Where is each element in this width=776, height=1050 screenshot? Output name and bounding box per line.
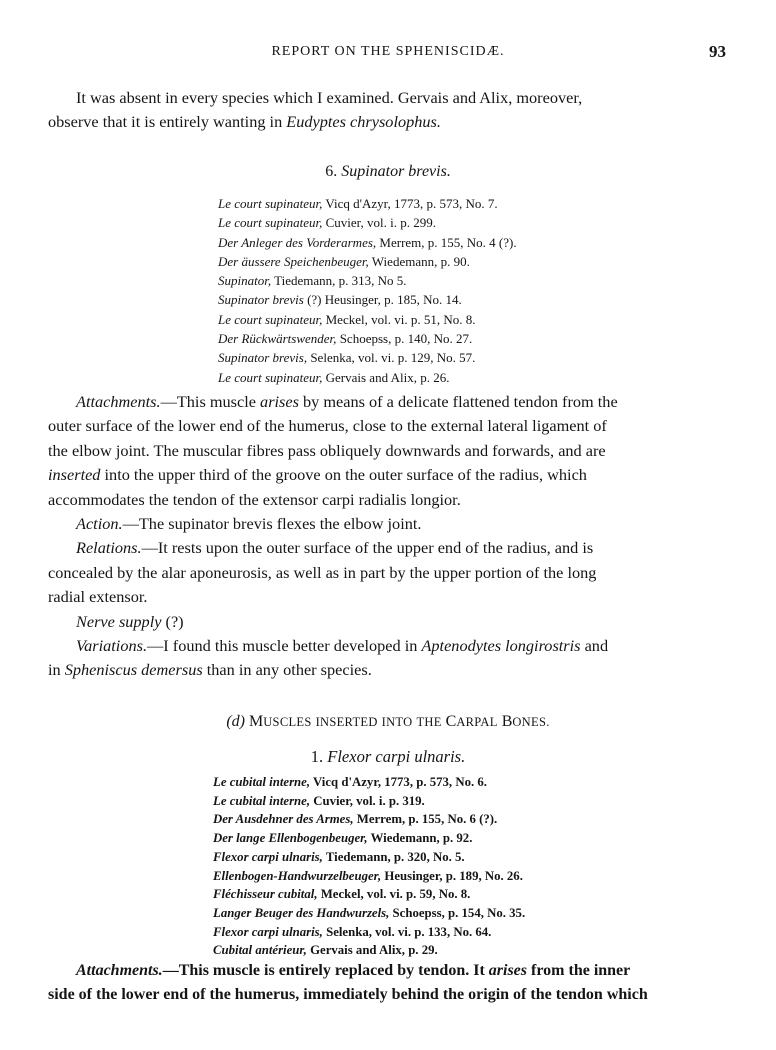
- synonym-reference: Schoepss, p. 154, No. 35.: [389, 905, 526, 920]
- attachments-line: [48, 390, 728, 414]
- section-letter: (d): [226, 713, 245, 730]
- synonym-name: Der Ausdehner des Armes,: [213, 812, 354, 827]
- text-line: the elbow joint. The muscular fibres pass obliquely downwards and forwards, and are: [48, 440, 606, 460]
- attachments-line: [48, 959, 728, 983]
- section-title-word: INSERTED: [315, 715, 378, 729]
- synonym-reference: Selenka, vol. vi. p. 133, No. 64.: [322, 924, 492, 939]
- synonym-reference: (?) Heusinger, p. 185, No. 14.: [303, 292, 462, 308]
- text-run: —The supinator brevis flexes the elbow joint.: [122, 514, 422, 534]
- species-name: Aptenodytes longirostris: [421, 636, 581, 656]
- intro-paragraph: [48, 86, 728, 135]
- relations-line: [48, 536, 728, 560]
- synonym-entry: [218, 194, 517, 213]
- running-head: [0, 40, 776, 64]
- paragraph-label: Nerve supply: [76, 611, 162, 631]
- synonym-reference: Vicq d'Azyr, 1773, p. 573, No. 6.: [310, 775, 487, 789]
- synonym-reference: Wiedemann, p. 90.: [368, 253, 470, 269]
- species-name: Spheniscus demersus: [64, 660, 203, 680]
- action-line: [48, 512, 728, 536]
- synonym-reference: Meckel, vol. vi. p. 59, No. 8.: [317, 887, 471, 902]
- synonym-entry: [213, 829, 525, 848]
- synonym-reference: Gervais and Alix, p. 26.: [322, 369, 450, 385]
- synonym-reference: Merrem, p. 155, No. 6 (?).: [353, 812, 498, 827]
- synonym-name: Supinator brevis: [218, 292, 304, 308]
- paragraph-label: Action.: [76, 514, 123, 534]
- synonymy-list-supinator-brevis: [218, 194, 517, 387]
- emphasis: arises: [488, 962, 528, 979]
- synonym-name: Der Anleger des Vorderarmes,: [218, 234, 377, 250]
- text-run: in: [48, 660, 65, 680]
- muscle-heading-flexor-carpi-ulnaris: [0, 747, 776, 767]
- synonym-reference: Wiedemann, p. 92.: [367, 831, 473, 846]
- synonym-name: Le court supinateur,: [218, 311, 323, 327]
- emphasis: arises: [260, 392, 299, 411]
- synonym-reference: Cuvier, vol. i. p. 299.: [322, 215, 436, 231]
- synonym-entry: [218, 271, 517, 290]
- synonym-reference: Schoepss, p. 140, No. 27.: [336, 331, 473, 347]
- text-line: outer surface of the lower end of the humerus, close to the external lateral ligament of: [48, 416, 607, 436]
- synonym-entry: [213, 904, 525, 923]
- section-title: [249, 713, 550, 730]
- text-line: [48, 110, 728, 134]
- text-run: (?): [161, 611, 184, 631]
- synonym-entry: [213, 773, 525, 792]
- muscle-heading-supinator-brevis: [0, 163, 776, 181]
- body-paragraphs-supinator-brevis: [48, 390, 728, 683]
- running-title: REPORT ON THE SPHENISCIDÆ.: [271, 44, 505, 59]
- text-run: —This muscle is entirely replaced by tendon. It: [162, 962, 489, 979]
- text-line: concealed by the alar aponeurosis, as well as in part by the upper portion of the long: [48, 562, 597, 582]
- nerve-supply-line: [48, 610, 728, 634]
- heading-name: Supinator brevis.: [341, 163, 451, 180]
- synonym-reference: Tiedemann, p. 313, No 5.: [271, 273, 407, 289]
- text-line: radial extensor.: [48, 587, 148, 607]
- section-title-word: CARPAL: [445, 713, 498, 730]
- synonym-entry: [218, 213, 517, 232]
- synonym-name: Supinator brevis,: [218, 350, 308, 366]
- synonym-name: Ellenbogen-Handwurzelbeuger,: [213, 868, 382, 883]
- synonym-name: Le cubital interne,: [213, 793, 311, 808]
- synonym-reference: Selenka, vol. vi. p. 129, No. 57.: [307, 350, 476, 366]
- text-run: than in any other species.: [202, 660, 372, 680]
- synonym-reference: Meckel, vol. vi. p. 51, No. 8.: [322, 311, 476, 327]
- synonym-name: Der Rückwärtswender,: [218, 331, 337, 347]
- text-run: observe that it is entirely wanting in: [48, 112, 287, 132]
- text-line: [48, 463, 728, 487]
- synonym-entry: [218, 233, 517, 252]
- synonym-entry: [218, 252, 517, 271]
- synonym-name: Le court supinateur,: [218, 369, 323, 385]
- synonym-entry: [218, 368, 517, 387]
- text-run: —It rests upon the outer surface of the upper end of the radius, and is: [141, 538, 594, 558]
- synonym-name: Langer Beuger des Handwurzels,: [213, 905, 390, 920]
- paragraph-label: Attachments.: [76, 392, 161, 411]
- synonym-reference: Cuvier, vol. i. p. 319.: [310, 793, 425, 808]
- synonym-entry: [213, 848, 525, 867]
- synonym-name: Le court supinateur,: [218, 196, 323, 211]
- synonym-reference: Heusinger, p. 189, No. 26.: [381, 868, 523, 883]
- text-run: by means of a delicate flattened tendon from the: [298, 392, 618, 411]
- page-number: 93: [709, 42, 726, 61]
- synonym-name: Le cubital interne,: [213, 775, 311, 789]
- paragraph-label: Relations.: [76, 538, 142, 558]
- synonym-entry: [218, 310, 517, 329]
- emphasis: inserted: [48, 465, 101, 485]
- text-run: —This muscle: [160, 392, 261, 411]
- variations-line: [48, 634, 728, 658]
- text-line: [48, 86, 728, 110]
- text-line: side of the lower end of the humerus, immediately behind the origin of the tendon which: [48, 986, 648, 1004]
- synonym-name: Cubital antérieur,: [213, 943, 307, 958]
- species-name: Eudyptes chrysolophus.: [286, 112, 441, 132]
- synonym-name: Flexor carpi ulnaris,: [213, 924, 323, 939]
- paragraph-label: Attachments.: [76, 962, 163, 979]
- section-title-word: THE: [416, 715, 442, 729]
- synonym-name: Der äussere Speichenbeuger,: [218, 253, 369, 269]
- synonym-entry: [213, 810, 525, 829]
- synonym-reference: Vicq d'Azyr, 1773, p. 573, No. 7.: [322, 196, 498, 211]
- synonym-name: Flexor carpi ulnaris,: [213, 849, 323, 864]
- text-run: from the inner: [527, 962, 631, 979]
- section-title-word: INTO: [381, 715, 413, 729]
- text-run: —I found this muscle better developed in: [147, 636, 422, 656]
- synonym-reference: Gervais and Alix, p. 29.: [306, 943, 438, 958]
- synonym-entry: [213, 792, 525, 811]
- section-title-word: BONES.: [501, 713, 550, 730]
- synonym-entry: [218, 348, 517, 367]
- text-run: and: [580, 636, 609, 656]
- paragraph-label: Variations.: [76, 636, 148, 656]
- text-line: accommodates the tendon of the extensor carpi radialis longior.: [48, 489, 461, 509]
- synonymy-list-flexor-carpi-ulnaris: [213, 773, 525, 960]
- synonym-name: Der lange Ellenbogenbeuger,: [213, 831, 368, 846]
- text-run: into the upper third of the groove on the outer surface of the radius, which: [100, 465, 587, 485]
- section-title-word: MUSCLES: [249, 713, 312, 730]
- heading-number: 6.: [325, 163, 342, 180]
- synonym-entry: [218, 290, 517, 309]
- synonym-name: Supinator,: [218, 273, 272, 289]
- synonym-entry: [213, 885, 525, 904]
- synonym-entry: [213, 923, 525, 942]
- synonym-name: Fléchisseur cubital,: [213, 887, 318, 902]
- synonym-reference: Merrem, p. 155, No. 4 (?).: [376, 234, 517, 250]
- attachments-paragraph-flexor-carpi-ulnaris: [48, 959, 728, 1008]
- text-run: It was absent in every species which I examined. Gervais and Alix, moreover,: [76, 88, 583, 107]
- synonym-name: Le court supinateur,: [218, 215, 323, 231]
- text-line: [48, 658, 728, 682]
- heading-name: Flexor carpi ulnaris.: [327, 747, 466, 766]
- heading-number: 1.: [310, 747, 328, 766]
- synonym-reference: Tiedemann, p. 320, No. 5.: [322, 849, 465, 864]
- synonym-entry: [213, 867, 525, 886]
- synonym-entry: [213, 941, 525, 960]
- synonym-entry: [218, 329, 517, 348]
- section-heading-d: [0, 713, 776, 731]
